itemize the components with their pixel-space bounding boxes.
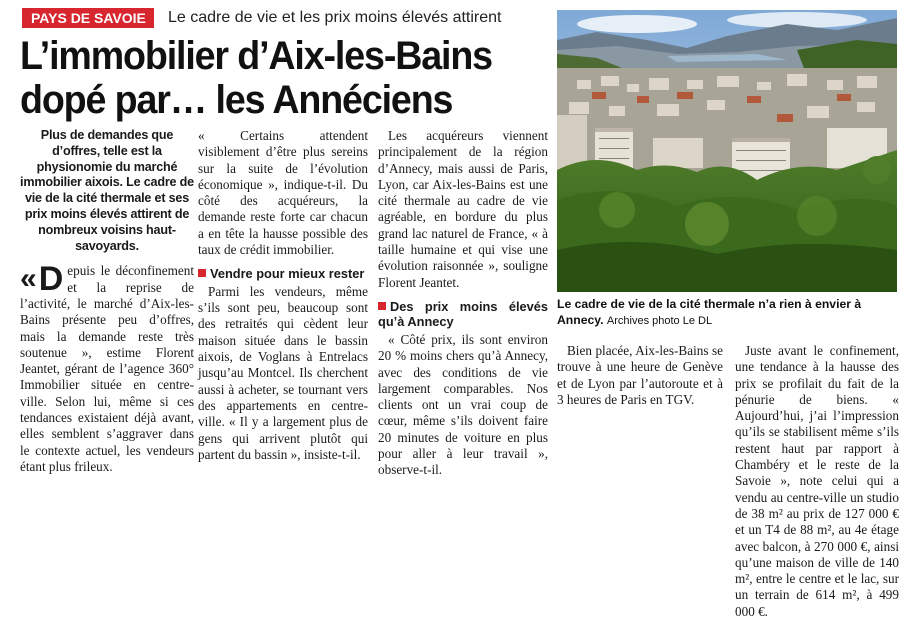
- paragraph-1-text: epuis le déconfinement et la reprise de l’activité, le marché d’Aix-les-Bains présente peu d’offres, mais la demande reste très soutenue », estime Florent Jeantet, gérant de l’agence 360° Immobilier située en centre-ville. Selon lui, même si ces tendances existaient déjà avant, elles semblent s’aggraver dans le contexte actuel, les vendeurs étant plus frileux.: [20, 263, 194, 474]
- chapo: Plus de demandes que d’offres, telle est la physionomie du marché immobilier aixois. Le cadre de vie de la cité thermale et ses prix moins élevés attirent de nombreux voisins haut-savoyards.: [20, 128, 194, 253]
- dropcap: D: [38, 260, 64, 299]
- red-square-icon: [378, 302, 386, 310]
- opening-quote: «: [20, 262, 37, 296]
- headline-line-1: L’immobilier d’Aix-les-Bains: [20, 34, 492, 78]
- section-tag: PAYS DE SAVOIE: [22, 8, 154, 28]
- paragraph-6: Bien placée, Aix-les-Bains se trouve à une heure de Genève et de Lyon par l’autoroute et à 3 heures de Paris en TGV.: [557, 343, 723, 407]
- subhead-1: [198, 266, 368, 282]
- subhead-1-text: Vendre pour mieux rester: [210, 266, 365, 282]
- article-column-3: [378, 128, 548, 479]
- article-column-2: [198, 128, 368, 463]
- paragraph-3: Parmi les vendeurs, même s’ils sont peu, beaucoup sont des retraités qui cèdent leur maison située dans le bassin aixois, de Voglans à Entrelacs jusqu’au Montcel. Ils cherchent aussi à acheter, se tournant vers des appartements en centre-ville. « Il y a largement plus de gens qui arrivent plutôt qui partent du bassin », insiste-t-il.: [198, 283, 368, 462]
- article-column-5: [735, 343, 899, 620]
- city-photo: [557, 10, 897, 292]
- photo-caption: [557, 297, 897, 329]
- article-column-4: [557, 343, 723, 408]
- paragraph-2: « Certains attendent visiblement d’être plus sereins sur la suite de l’évolution économique », indique-t-il. Du côté des acquéreurs, la demande reste forte car chacun a en tête la hausse possible des taux de crédit immobilier.: [198, 128, 368, 258]
- red-square-icon: [198, 269, 206, 277]
- headline-line-2: dopé par… les Annéciens: [20, 78, 453, 122]
- paragraph-4: Les acquéreurs viennent principalement de la région d’Annecy, mais aussi de Paris, Lyon, car Aix-les-Bains est une cité thermale au cadre de vie agréable, en bordure du plus grand lac naturel de France, « à taille humaine et qui vise une évolution raisonnée », souligne Florent Jeantet.: [378, 128, 548, 290]
- subhead-2: [378, 299, 548, 330]
- paragraph-5: « Côté prix, ils sont environ 20 % moins chers qu’à Annecy, avec des conditions de vie largement comparables. Nos clients ont un vrai coup de cœur, même s’ils doivent faire 20 minutes de voiture en plus pour aller à leur travail », observe-t-il.: [378, 331, 548, 478]
- photo-credit: Archives photo Le DL: [606, 314, 713, 327]
- caption-text: Le cadre de vie de la cité thermale n’a rien à envier à Annecy.: [557, 297, 862, 327]
- section-subtitle: Le cadre de vie et les prix moins élevés attirent: [168, 9, 502, 26]
- article-column-1: [20, 128, 194, 475]
- paragraph-1: [20, 260, 194, 475]
- headline: [20, 34, 518, 122]
- paragraph-7: Juste avant le confinement, une tendance à la hausse des prix se profilait du fait de la pénurie de biens. « Aujourd’hui, j’ai l’impression qu’ils se stabilisent même s’ils restent haut par rapport à Chambéry et le reste de la Savoie », note celui qui a vendu au centre-ville un studio de 38 m² au prix de 127 000 € et un T4 de 88 m², au 4e étage avec balcon, à 270 000 €, ainsi qu’une maison de ville de 140 m², entre le centre et le lac, sur un terrain de 614 m², à 499 000 €.: [735, 343, 899, 619]
- subhead-2-text: Des prix moins élevés qu’à Annecy: [378, 298, 548, 330]
